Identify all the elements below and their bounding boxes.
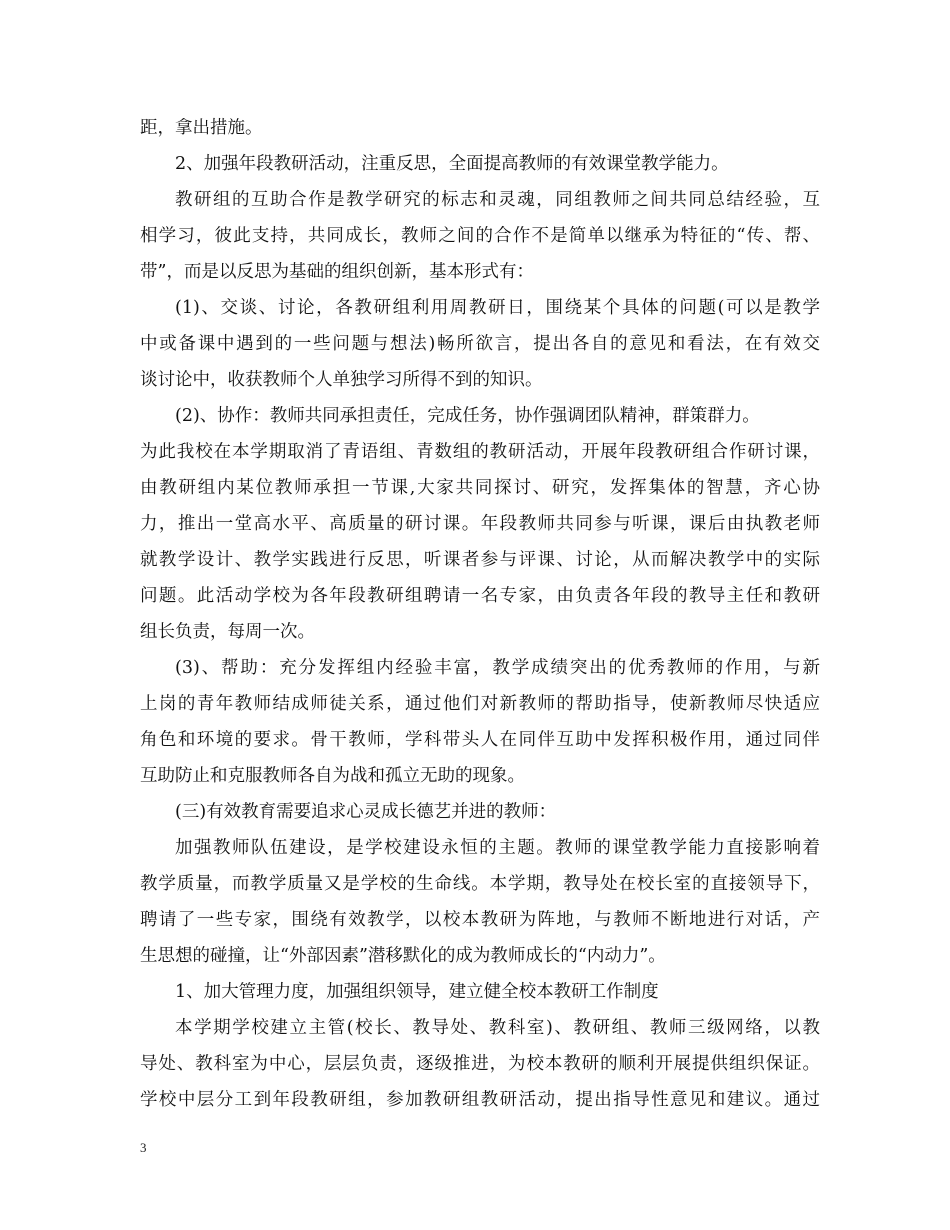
text-line: 教学质量，而教学质量又是学校的生命线。本学期，教导处在校长室的直接领导下， <box>140 874 820 894</box>
text-line: 教研组的互助合作是教学研究的标志和灵魂，同组教师之间共同总结经验，互 <box>175 190 820 210</box>
text-line: 带”，而是以反思为基础的组织创新，基本形式有： <box>140 262 534 282</box>
subsection-heading: 1、加大管理力度，加强组织领导，建立健全校本教研工作制度 <box>175 982 659 1002</box>
text-line: (1)、交谈、讨论，各教研组利用周教研日，围绕某个具体的问题(可以是教学 <box>175 298 820 318</box>
text-line: 相学习，彼此支持，共同成长，教师之间的合作不是简单以继承为特征的“传、帮、 <box>140 226 820 246</box>
text-line: 聘请了一些专家，围绕有效教学，以校本教研为阵地，与教师不断地进行对话，产 <box>140 910 820 930</box>
text-line: 问题。此活动学校为各年段教研组聘请一名专家，由负责各年段的教导主任和教研 <box>140 586 820 606</box>
text-line: (3)、帮助：充分发挥组内经验丰富，教学成绩突出的优秀教师的作用，与新 <box>175 658 820 678</box>
text-line: 为此我校在本学期取消了青语组、青数组的教研活动，开展年段教研组合作研讨课， <box>140 442 820 462</box>
text-line: 由教研组内某位教师承担一节课,大家共同探讨、研究，发挥集体的智慧，齐心协 <box>140 478 820 498</box>
text-line: 距，拿出措施。 <box>140 118 263 138</box>
text-line: 力，推出一堂高水平、高质量的研讨课。年段教师共同参与听课，课后由执教老师 <box>140 514 820 534</box>
text-line: 谈讨论中，收获教师个人单独学习所得不到的知识。 <box>140 370 543 390</box>
text-line: 角色和环境的要求。骨干教师，学科带头人在同伴互助中发挥积极作用，通过同伴 <box>140 730 820 750</box>
text-line: 导处、教科室为中心，层层负责，逐级推进，为校本教研的顺利开展提供组织保证。 <box>140 1054 820 1074</box>
text-line: 就教学设计、教学实践进行反思，听课者参与评课、讨论，从而解决教学中的实际 <box>140 550 820 570</box>
page-number: 3 <box>140 1140 147 1155</box>
text-line: 组长负责，每周一次。 <box>140 622 315 642</box>
text-line: 学校中层分工到年段教研组，参加教研组教研活动，提出指导性意见和建议。通过 <box>140 1090 820 1110</box>
text-line: 生思想的碰撞，让“外部因素”潜移默化的成为教师成长的“内动力”。 <box>140 946 666 966</box>
text-line: 上岗的青年教师结成师徒关系，通过他们对新教师的帮助指导，使新教师尽快适应 <box>140 694 820 714</box>
text-line: 2、加强年段教研活动，注重反思，全面提高教师的有效课堂教学能力。 <box>175 154 729 174</box>
text-line: 加强教师队伍建设，是学校建设永恒的主题。教师的课堂教学能力直接影响着 <box>175 838 820 858</box>
section-heading: (三)有效教育需要追求心灵成长德艺并进的教师： <box>175 802 557 822</box>
text-line: 互助防止和克服教师各自为战和孤立无助的现象。 <box>140 766 525 786</box>
text-line: 本学期学校建立主管(校长、教导处、教科室)、教研组、教师三级网络，以教 <box>175 1018 820 1038</box>
text-line: (2)、协作：教师共同承担责任，完成任务，协作强调团队精神，群策群力。 <box>175 406 760 426</box>
text-line: 中或备课中遇到的一些问题与想法)畅所欲言，提出各自的意见和看法，在有效交 <box>140 334 820 354</box>
